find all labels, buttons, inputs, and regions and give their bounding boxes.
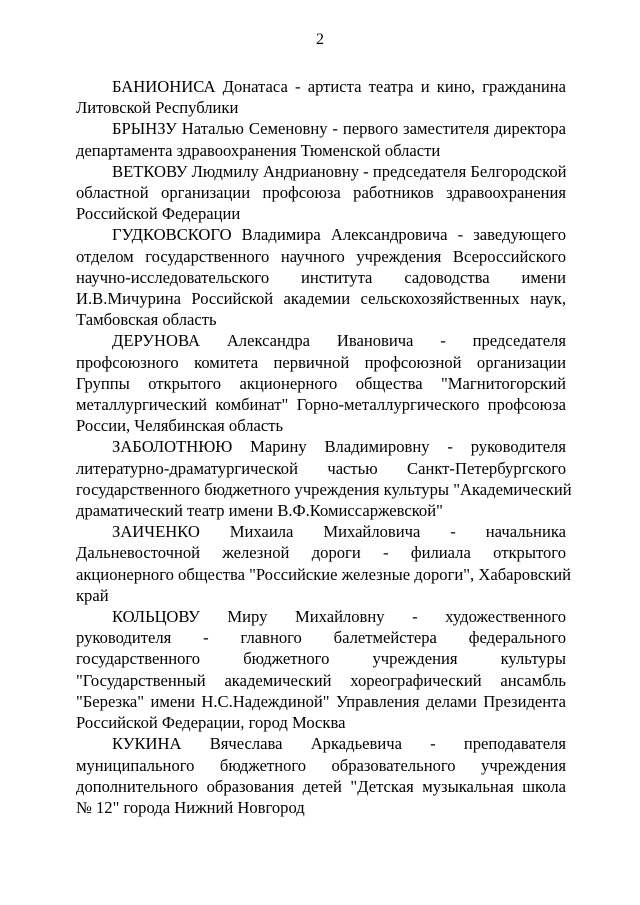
entry-text-line: И.В.Мичурина Российской академии сельскохозяйственных наук, — [76, 289, 566, 309]
entry-text-line: государственного бюджетного учреждения культуры — [76, 649, 566, 669]
page-number: 2 — [316, 31, 324, 48]
award-entry — [76, 733, 566, 818]
entry-heading-line: ДЕРУНОВА Александра Ивановича - председателя — [112, 331, 566, 351]
award-entry — [76, 521, 572, 606]
entry-text-line: руководителя - главного балетмейстера федерального — [76, 628, 566, 648]
award-entry — [76, 118, 566, 160]
entry-heading-line: ВЕТКОВУ Людмилу Андриановну - председателя Белгородской — [112, 161, 567, 181]
award-entry — [76, 224, 566, 330]
award-entry — [76, 76, 566, 118]
entry-text-line: государственного бюджетного учреждения культуры "Академический — [76, 479, 572, 499]
entry-heading-line: ГУДКОВСКОГО Владимира Александровича - заведующего — [112, 225, 566, 245]
entry-text-line: металлургический комбинат" Горно-металлургического профсоюза — [76, 395, 566, 415]
award-entry — [76, 161, 566, 225]
entry-heading-line: БРЫНЗУ Наталью Семеновну - первого заместителя директора — [112, 119, 566, 139]
entry-text-line: профсоюзного комитета первичной профсоюзной организации — [76, 352, 566, 372]
entry-text-line: литературно-драматургической частью Санкт-Петербургского — [76, 458, 566, 478]
entry-text-line: муниципального бюджетного образовательного учреждения — [76, 755, 566, 775]
entry-text-line: акционерного общества "Российские железные дороги", Хабаровский — [76, 564, 572, 584]
entry-text-line: России, Челябинская область — [76, 416, 284, 436]
award-entry — [76, 606, 566, 733]
entry-text-line: Тамбовская область — [76, 310, 217, 330]
entry-heading-line: КУКИНА Вячеслава Аркадьевича - преподавателя — [112, 734, 566, 754]
entry-heading-line: КОЛЬЦОВУ Миру Михайловну - художественного — [112, 607, 566, 627]
entry-text-line: отделом государственного научного учреждения Всероссийского — [76, 246, 566, 266]
entry-text-line: драматический театр имени В.Ф.Комиссаржевской" — [76, 501, 443, 521]
entry-text-line: Российской Федерации, город Москва — [76, 713, 346, 733]
entry-text-line: № 12" города Нижний Новгород — [76, 797, 305, 817]
entry-text-line: "Березка" имени Н.С.Надеждиной" Управления делами Президента — [76, 691, 566, 711]
award-entry — [76, 436, 572, 521]
entry-text-line: "Государственный академический хореографический ансамбль — [76, 670, 566, 690]
entry-text-line: Дальневосточной железной дороги - филиала открытого — [76, 543, 566, 563]
entry-heading-line: БАНИОНИСА Донатаса - артиста театра и кино, гражданина — [112, 77, 566, 96]
entry-text-line: Группы открытого акционерного общества "Магнитогорский — [76, 373, 566, 393]
entry-heading-line: ЗАБОЛОТНЮЮ Марину Владимировну - руководителя — [112, 437, 566, 457]
entry-text-line: Литовской Республики — [76, 98, 239, 118]
award-list — [76, 76, 572, 818]
entry-text-line: департамента здравоохранения Тюменской области — [76, 140, 441, 160]
entry-text-line: дополнительного образования детей "Детская музыкальная школа — [76, 776, 566, 796]
entry-text-line: областной организации профсоюза работников здравоохранения — [76, 183, 566, 203]
entry-text-line: научно-исследовательского института садоводства имени — [76, 267, 566, 287]
award-entry — [76, 330, 566, 436]
entry-heading-line: ЗАИЧЕНКО Михаила Михайловича - начальника — [112, 522, 566, 542]
entry-text-line: край — [76, 585, 109, 605]
entry-text-line: Российской Федерации — [76, 204, 241, 224]
